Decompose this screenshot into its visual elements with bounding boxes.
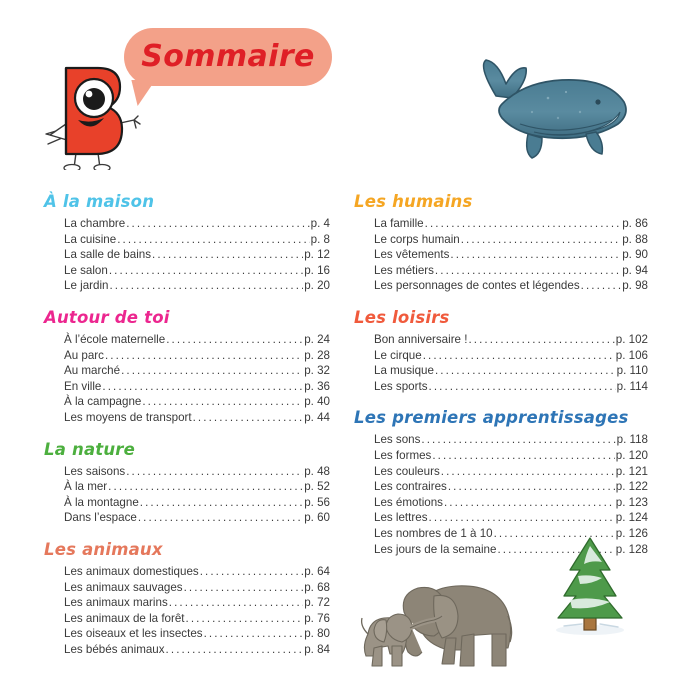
toc-entry-list bbox=[352, 332, 648, 394]
toc-section bbox=[42, 308, 330, 426]
dot-leader bbox=[138, 510, 303, 526]
toc-entry[interactable] bbox=[374, 479, 648, 495]
dot-leader bbox=[105, 348, 303, 364]
page-title: Sommaire bbox=[141, 39, 315, 74]
toc-entry-page: p. 4 bbox=[310, 217, 330, 230]
dot-leader bbox=[429, 510, 615, 526]
section-title: Les animaux bbox=[44, 539, 163, 559]
dot-leader bbox=[429, 379, 616, 395]
toc-entry-page: p. 84 bbox=[304, 642, 330, 656]
toc-entry-page: p. 76 bbox=[304, 611, 330, 625]
toc-entry[interactable] bbox=[64, 278, 330, 294]
dot-leader bbox=[204, 626, 304, 642]
toc-entry-page: p. 64 bbox=[304, 564, 330, 578]
dot-leader bbox=[166, 332, 303, 348]
toc-entry-label: Les émotions bbox=[374, 495, 443, 509]
toc-entry-page: p. 106 bbox=[615, 348, 648, 362]
toc-entry-label: À l’école maternelle bbox=[64, 332, 166, 346]
dot-leader bbox=[108, 479, 303, 495]
toc-section bbox=[352, 308, 648, 394]
toc-entry-page: p. 40 bbox=[304, 395, 330, 409]
toc-entry[interactable] bbox=[374, 278, 648, 294]
toc-entry[interactable] bbox=[64, 379, 330, 395]
dot-leader bbox=[423, 348, 615, 364]
dot-leader bbox=[435, 363, 616, 379]
toc-entry-label: Les nombres de 1 à 10 bbox=[374, 526, 493, 540]
toc-entry-page: p. 120 bbox=[615, 448, 648, 462]
dot-leader bbox=[184, 580, 304, 596]
toc-entry-label: Les contraires bbox=[374, 480, 447, 494]
toc-entry-page: p. 24 bbox=[304, 332, 330, 346]
toc-entry-label: Les animaux sauvages bbox=[64, 580, 183, 594]
toc-entry[interactable] bbox=[64, 611, 330, 627]
toc-entry-page: p. 72 bbox=[304, 596, 330, 610]
toc-entry-label: Le corps humain bbox=[374, 232, 460, 246]
toc-entry[interactable] bbox=[374, 216, 648, 232]
dot-leader bbox=[450, 247, 621, 263]
toc-entry-label: Les oiseaux et les insectes bbox=[64, 627, 203, 641]
dot-leader bbox=[142, 394, 303, 410]
toc-entry-page: p. 94 bbox=[622, 263, 648, 277]
toc-entry[interactable] bbox=[64, 332, 330, 348]
toc-section bbox=[42, 540, 330, 658]
section-title: Les humains bbox=[354, 192, 473, 211]
toc-entry-label: Au parc bbox=[64, 348, 104, 362]
toc-entry[interactable] bbox=[64, 580, 330, 596]
toc-entry-label: À la montagne bbox=[64, 495, 139, 509]
toc-entry-page: p. 118 bbox=[616, 433, 648, 447]
toc-entry-page: p. 102 bbox=[615, 332, 648, 346]
toc-entry-label: À la campagne bbox=[64, 395, 142, 409]
dot-leader bbox=[117, 232, 309, 248]
toc-entry-list bbox=[352, 216, 648, 294]
toc-entry[interactable] bbox=[64, 232, 330, 248]
toc-entry[interactable] bbox=[64, 479, 330, 495]
toc-entry-label: La chambre bbox=[64, 217, 126, 230]
dot-leader bbox=[448, 479, 615, 495]
toc-entry-page: p. 52 bbox=[304, 480, 330, 494]
toc-entry-page: p. 48 bbox=[304, 464, 330, 478]
toc-section bbox=[42, 440, 330, 526]
toc-entry-page: p. 36 bbox=[304, 379, 330, 393]
toc-entry-page: p. 122 bbox=[615, 480, 648, 494]
toc-entry-label: Les bébés animaux bbox=[64, 642, 165, 656]
dot-leader bbox=[200, 564, 304, 580]
toc-entry-label: Bon anniversaire ! bbox=[374, 332, 468, 346]
toc-entry[interactable] bbox=[64, 626, 330, 642]
toc-entry[interactable] bbox=[64, 363, 330, 379]
section-title: La nature bbox=[44, 439, 136, 459]
toc-entry-label: Les animaux marins bbox=[64, 596, 168, 610]
toc-entry-page: p. 8 bbox=[310, 232, 330, 246]
toc-entry-label: La famille bbox=[374, 217, 424, 230]
dot-leader bbox=[193, 410, 304, 426]
toc-entry-page: p. 88 bbox=[622, 232, 648, 246]
toc-entry-list bbox=[42, 216, 330, 294]
toc-entry[interactable] bbox=[64, 495, 330, 511]
toc-entry[interactable] bbox=[374, 232, 648, 248]
toc-column-right bbox=[352, 192, 648, 557]
toc-entry-label: La musique bbox=[374, 364, 434, 378]
toc-entry[interactable] bbox=[64, 595, 330, 611]
toc-entry[interactable] bbox=[374, 448, 648, 464]
toc-entry-label: Les moyens de transport bbox=[64, 410, 192, 424]
toc-entry-page: p. 86 bbox=[622, 217, 648, 230]
toc-entry[interactable] bbox=[64, 247, 330, 263]
toc-entry-label: Les animaux de la forêt bbox=[64, 611, 185, 625]
toc-entry-label: Les sons bbox=[374, 433, 421, 447]
toc-entry-page: p. 110 bbox=[616, 364, 648, 378]
sommaire-banner bbox=[124, 28, 332, 86]
toc-entry-page: p. 56 bbox=[304, 495, 330, 509]
toc-entry-page: p. 121 bbox=[615, 464, 648, 478]
toc-entry[interactable] bbox=[374, 464, 648, 480]
toc-entry-page: p. 126 bbox=[615, 526, 648, 540]
toc-entry-label: À la mer bbox=[64, 480, 108, 494]
toc-entry-page: p. 114 bbox=[616, 379, 648, 393]
toc-entry-label: Les couleurs bbox=[374, 464, 440, 478]
toc-entry[interactable] bbox=[64, 394, 330, 410]
toc-entry-label: La cuisine bbox=[64, 232, 117, 246]
toc-entry[interactable] bbox=[374, 495, 648, 511]
toc-entry-page: p. 90 bbox=[622, 248, 648, 262]
toc-entry-page: p. 12 bbox=[304, 248, 330, 262]
toc-entry-label: Le cirque bbox=[374, 348, 422, 362]
dot-leader bbox=[169, 595, 303, 611]
toc-entry-label: Les sports bbox=[374, 379, 428, 393]
toc-entry-label: Les saisons bbox=[64, 464, 126, 478]
dot-leader bbox=[435, 263, 621, 279]
toc-entry[interactable] bbox=[64, 510, 330, 526]
toc-entry-page: p. 98 bbox=[622, 279, 648, 293]
section-title: Les premiers apprentissages bbox=[354, 408, 629, 428]
toc-entry-label: En ville bbox=[64, 379, 102, 393]
toc-entry-label: Les jours de la semaine bbox=[374, 542, 497, 556]
toc-entry-label: La salle de bains bbox=[64, 248, 152, 262]
toc-entry-label: Les vêtements bbox=[374, 248, 450, 262]
toc-entry-label: Dans l’espace bbox=[64, 511, 137, 525]
dot-leader bbox=[166, 642, 304, 658]
section-title: Autour de toi bbox=[44, 307, 170, 327]
toc-entry-page: p. 60 bbox=[304, 511, 330, 525]
toc-entry-list bbox=[42, 332, 330, 426]
toc-entry[interactable] bbox=[374, 510, 648, 526]
toc-entry[interactable] bbox=[374, 348, 648, 364]
section-title: À la maison bbox=[44, 192, 155, 211]
dot-leader bbox=[109, 263, 303, 279]
toc-entry[interactable] bbox=[64, 410, 330, 426]
toc-entry-page: p. 68 bbox=[304, 580, 330, 594]
toc-entry[interactable] bbox=[64, 464, 330, 480]
dot-leader bbox=[152, 247, 303, 263]
toc-entry[interactable] bbox=[64, 263, 330, 279]
toc-entry-page: p. 32 bbox=[304, 364, 330, 378]
dot-leader bbox=[444, 495, 615, 511]
toc-column-left bbox=[42, 192, 330, 657]
dot-leader bbox=[461, 232, 621, 248]
toc-entry-label: Les animaux domestiques bbox=[64, 564, 199, 578]
toc-entry-page: p. 128 bbox=[615, 542, 648, 556]
toc-entry-label: Le jardin bbox=[64, 279, 109, 293]
pine-tree-icon bbox=[538, 532, 642, 644]
toc-entry[interactable] bbox=[374, 363, 648, 379]
whale-icon bbox=[462, 52, 634, 164]
toc-entry-label: Au marché bbox=[64, 364, 121, 378]
dot-leader bbox=[425, 216, 622, 232]
toc-entry-page: p. 16 bbox=[304, 263, 330, 277]
dot-leader bbox=[468, 332, 614, 348]
toc-entry[interactable] bbox=[64, 564, 330, 580]
toc-entry-list bbox=[42, 564, 330, 658]
toc-entry-page: p. 28 bbox=[304, 348, 330, 362]
toc-entry-page: p. 123 bbox=[615, 495, 648, 509]
toc-entry[interactable] bbox=[64, 642, 330, 658]
dot-leader bbox=[126, 464, 303, 480]
dot-leader bbox=[121, 363, 303, 379]
toc-entry-list bbox=[42, 464, 330, 526]
toc-entry-page: p. 44 bbox=[304, 410, 330, 424]
toc-entry-page: p. 124 bbox=[615, 511, 648, 525]
dot-leader bbox=[102, 379, 303, 395]
toc-section bbox=[42, 192, 330, 294]
dot-leader bbox=[432, 448, 614, 464]
toc-entry-label: Les lettres bbox=[374, 511, 428, 525]
toc-entry[interactable] bbox=[374, 332, 648, 348]
dot-leader bbox=[126, 216, 309, 232]
toc-section bbox=[352, 192, 648, 294]
dot-leader bbox=[186, 611, 304, 627]
toc-entry-label: Les personnages de contes et légendes bbox=[374, 279, 580, 293]
toc-entry[interactable] bbox=[374, 379, 648, 395]
toc-entry-label: Les formes bbox=[374, 448, 432, 462]
toc-entry-label: Les métiers bbox=[374, 263, 434, 277]
toc-entry[interactable] bbox=[374, 247, 648, 263]
toc-entry[interactable] bbox=[64, 216, 330, 232]
toc-entry[interactable] bbox=[64, 348, 330, 364]
dot-leader bbox=[441, 464, 615, 480]
toc-entry[interactable] bbox=[374, 263, 648, 279]
section-title: Les loisirs bbox=[354, 307, 450, 327]
elephants-icon bbox=[342, 572, 524, 676]
toc-entry[interactable] bbox=[374, 432, 648, 448]
dot-leader bbox=[581, 278, 622, 294]
dot-leader bbox=[140, 495, 303, 511]
dot-leader bbox=[421, 432, 615, 448]
toc-entry-page: p. 20 bbox=[304, 279, 330, 293]
dot-leader bbox=[109, 278, 303, 294]
toc-entry-label: Le salon bbox=[64, 263, 108, 277]
header bbox=[0, 0, 700, 185]
toc-entry-page: p. 80 bbox=[304, 627, 330, 641]
